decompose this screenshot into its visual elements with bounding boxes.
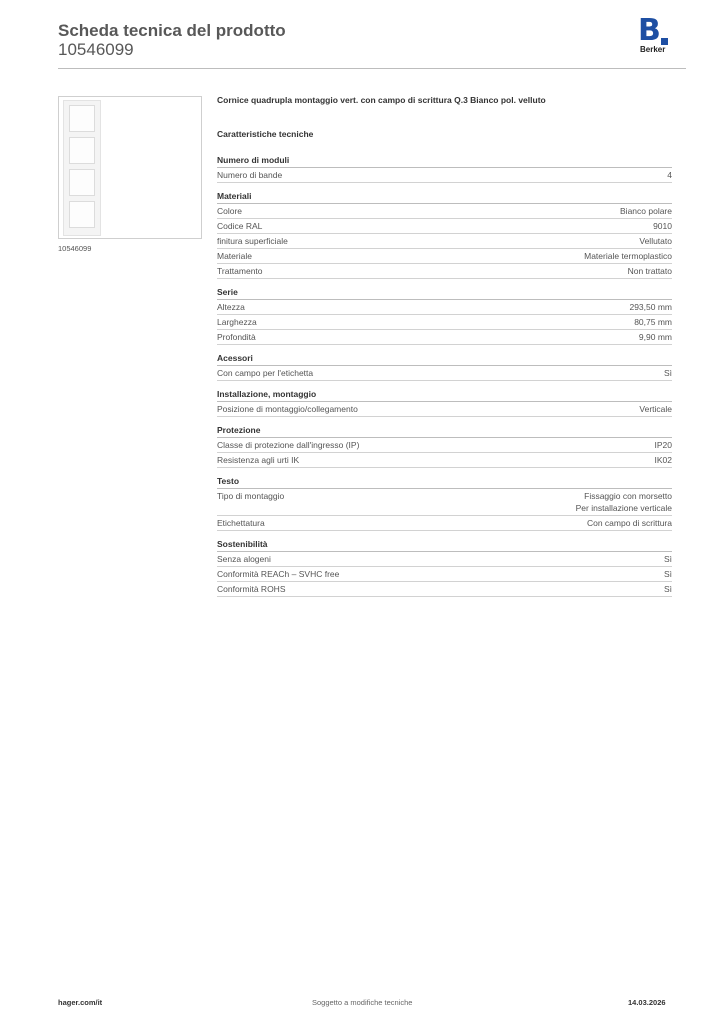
spec-value [664,568,672,580]
spec-value-line: Sì [663,368,672,378]
spec-row [217,453,672,468]
frame-window [69,201,95,228]
spec-section [217,286,672,345]
spec-value [576,490,672,514]
spec-label: Conformità ROHS [217,584,286,594]
spec-section [217,190,672,279]
spec-value-line: Verticale [639,404,672,414]
spec-value [639,403,672,415]
spec-value-line: Vellutato [639,236,672,246]
spec-value-line: IK02 [654,455,672,465]
spec-value-line: 9010 [653,221,672,231]
page-title: Scheda tecnica del prodotto [58,21,286,40]
frame-illustration [63,100,101,236]
spec-row [217,204,672,219]
spec-value [655,454,673,466]
section-title: Sostenibilità [217,538,672,552]
spec-value [620,205,672,217]
spec-row [217,366,672,381]
spec-label: Posizione di montaggio/collegamento [217,404,358,414]
spec-value [587,517,672,529]
header-divider [58,68,686,69]
spec-label: Trattamento [217,266,263,276]
spec-value-line: Bianco polare [620,206,672,216]
spec-row [217,168,672,183]
spec-section [217,424,672,468]
spec-value-line: 293,50 mm [629,302,672,312]
section-title: Serie [217,286,672,300]
section-title: Testo [217,475,672,489]
frame-window [69,137,95,164]
spec-label: finitura superficiale [217,236,288,246]
spec-row [217,438,672,453]
spec-value [664,583,672,595]
spec-row [217,219,672,234]
spec-value-line: Con campo di scrittura [586,518,672,528]
product-description: Cornice quadrupla montaggio vert. con campo di scrittura Q.3 Bianco pol. velluto [217,95,546,105]
spec-label: Tipo di montaggio [217,491,285,501]
spec-sections [217,154,672,597]
frame-window [69,105,95,132]
product-code: 10546099 [58,40,134,59]
spec-row [217,264,672,279]
berker-logo [636,13,676,56]
spec-row [217,489,672,516]
spec-section [217,475,672,531]
spec-content [217,94,672,604]
spec-value-line: Non trattato [627,266,672,276]
spec-label: Larghezza [217,317,257,327]
spec-value [664,367,672,379]
spec-section [217,538,672,597]
spec-row [217,516,672,531]
spec-heading: Caratteristiche tecniche [217,129,314,139]
spec-value-line: Sì [663,584,672,594]
spec-value-line: Sì [663,569,672,579]
spec-label: Materiale [217,251,252,261]
footer-date: 14.03.2026 [628,998,666,1007]
spec-value [634,316,672,328]
spec-label: Classe di protezione dall'ingresso (IP) [217,440,360,450]
footer-website: hager.com/it [58,998,103,1007]
spec-row [217,552,672,567]
spec-row [217,300,672,315]
spec-value [639,331,672,343]
spec-label: Altezza [217,302,245,312]
footer-note: Soggetto a modifiche tecniche [312,998,413,1007]
spec-value [629,301,672,313]
spec-label: Etichettatura [217,518,265,528]
spec-value-line: Sì [663,554,672,564]
spec-value [628,265,672,277]
spec-section [217,388,672,417]
spec-value-line: IP20 [654,440,672,450]
logo-dot [661,38,668,45]
spec-section [217,154,672,183]
spec-row [217,234,672,249]
spec-row [217,315,672,330]
logo-letter: B [638,13,661,48]
spec-section [217,352,672,381]
spec-value-line: 4 [667,170,672,180]
spec-row [217,330,672,345]
spec-value-line: Fissaggio con morsetto [584,491,672,501]
section-title: Installazione, montaggio [217,388,672,402]
section-title: Numero di moduli [217,154,672,168]
spec-label: Numero di bande [217,170,283,180]
spec-row [217,567,672,582]
spec-label: Colore [217,206,243,216]
spec-row [217,582,672,597]
spec-label: Conformità REACh – SVHC free [217,569,340,579]
spec-label: Resistenza agli urti IK [217,455,300,465]
spec-value [655,439,673,451]
spec-value [653,220,672,232]
spec-label: Codice RAL [217,221,263,231]
spec-value [667,169,672,181]
spec-value [664,553,672,565]
spec-value [584,250,672,262]
section-title: Materiali [217,190,672,204]
product-image [58,96,202,239]
spec-row [217,249,672,264]
frame-window [69,169,95,196]
spec-label: Profondità [217,332,256,342]
spec-row [217,402,672,417]
spec-label: Senza alogeni [217,554,271,564]
spec-value-line: 80,75 mm [634,317,672,327]
image-caption: 10546099 [58,244,92,253]
spec-value-line: Per installazione verticale [575,503,672,513]
logo-text: Berker [640,45,666,54]
spec-value [639,235,672,247]
spec-value-line: 9,90 mm [638,332,672,342]
section-title: Protezione [217,424,672,438]
section-title: Acessori [217,352,672,366]
spec-value-line: Materiale termoplastico [584,251,672,261]
spec-label: Con campo per l'etichetta [217,368,314,378]
